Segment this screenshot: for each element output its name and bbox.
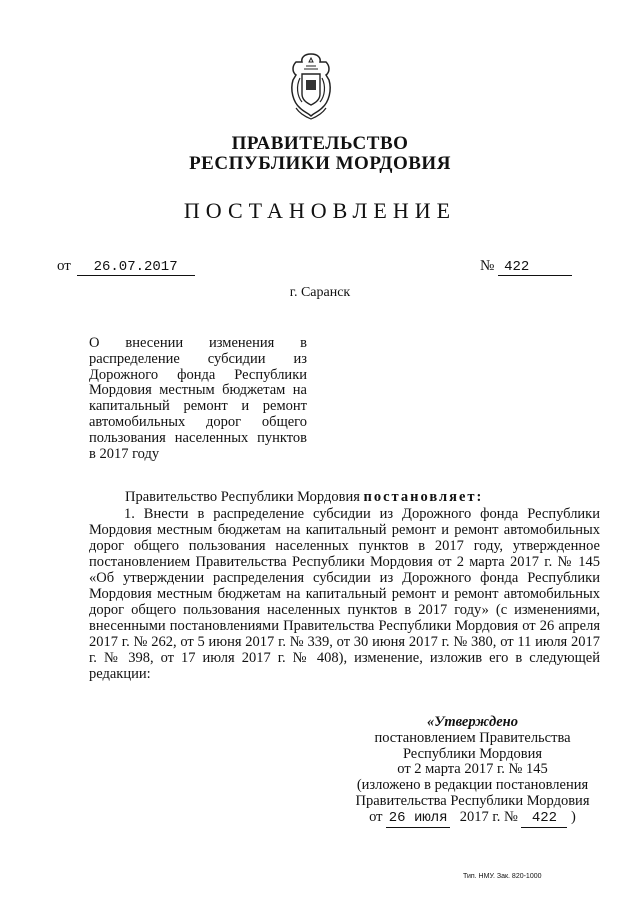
approval-month: июля — [413, 809, 448, 826]
approval-heading: «Утверждено — [427, 714, 518, 730]
lead-action: постановляет: — [363, 489, 484, 505]
subject-line: капитальный ремонт и ремонт — [89, 398, 307, 415]
document-date: 26.07.2017 — [77, 259, 195, 276]
org-name-line2: РЕСПУБЛИКИ МОРДОВИЯ — [189, 153, 451, 174]
approval-number: 422 — [521, 811, 567, 828]
approval-line: Правительства Республики Мордовия — [355, 792, 590, 809]
subject-line: пользования населенных пунктов — [89, 429, 307, 446]
subject-line: в 2017 году — [89, 445, 160, 462]
number-prefix: № — [480, 258, 495, 274]
print-mark: Тип. НМУ. Зак. 820-1000 — [463, 873, 542, 880]
org-name-line1: ПРАВИТЕЛЬСТВО — [231, 133, 409, 154]
subject-line: Дорожного фонда Республики — [89, 366, 307, 383]
subject-line: автомобильных дорог общего — [89, 413, 307, 430]
approval-line: (изложено в редакции постановления — [356, 777, 589, 794]
document-number-row — [480, 258, 572, 276]
approval-line: постановлением Правительства — [374, 729, 571, 746]
approval-close: ) — [571, 808, 576, 825]
city: г. Саранск — [289, 285, 351, 300]
approval-year: 2017 г. № — [459, 808, 518, 825]
lead-sentence — [125, 489, 483, 506]
subject-line: распределение субсидии из — [89, 350, 307, 367]
approval-line: от 2 марта 2017 г. № 145 — [397, 761, 548, 778]
document-subject — [89, 336, 307, 462]
paragraph-1: 1. Внести в распределение субсидии из Дорожного фонда Республики Мордовия местным бюджетам на капитальный ремонт и ремонт автомобильных дорог общего пользования населенных пунктов в 2017 году, утвержденное постановлением Правительства Республики Мордовия от 2 марта 2017 г. № 145 «Об утверждении распределения субсидии из Дорожного фонда Республики Мордовия местным бюджетам на капитальный ремонт и ремонт автомобильных дорог общего пользования населенных пунктов в 2017 году» (с изменениями, внесенными постановлениями Правительства Республики Мордовия от 26 апреля 2017 г. № 262, от 5 июня 2017 г. № 339, от 30 июня 2017 г. № 380, от 11 июля 2017 г. № 398, от 17 июля 2017 г. № 408), изменение, изложив его в следующей редакции: — [89, 506, 600, 682]
approval-date-day-month — [386, 811, 450, 828]
subject-line: О внесении изменения в — [89, 335, 307, 351]
document-type: ПОСТАНОВЛЕНИЕ — [183, 198, 457, 223]
approval-day: 26 — [388, 809, 406, 826]
document-date-row — [57, 258, 195, 276]
approval-line: Республики Мордовия — [402, 745, 543, 762]
lead-text: Правительство Республики Мордовия — [125, 489, 360, 505]
approval-date-line — [340, 810, 605, 828]
coat-of-arms-icon — [282, 50, 340, 122]
approval-block — [340, 715, 605, 828]
subject-line: Мордовия местным бюджетам на — [89, 382, 307, 399]
document-number: 422 — [498, 259, 572, 276]
approval-date-prefix: от — [369, 808, 383, 825]
date-prefix: от — [57, 258, 71, 274]
